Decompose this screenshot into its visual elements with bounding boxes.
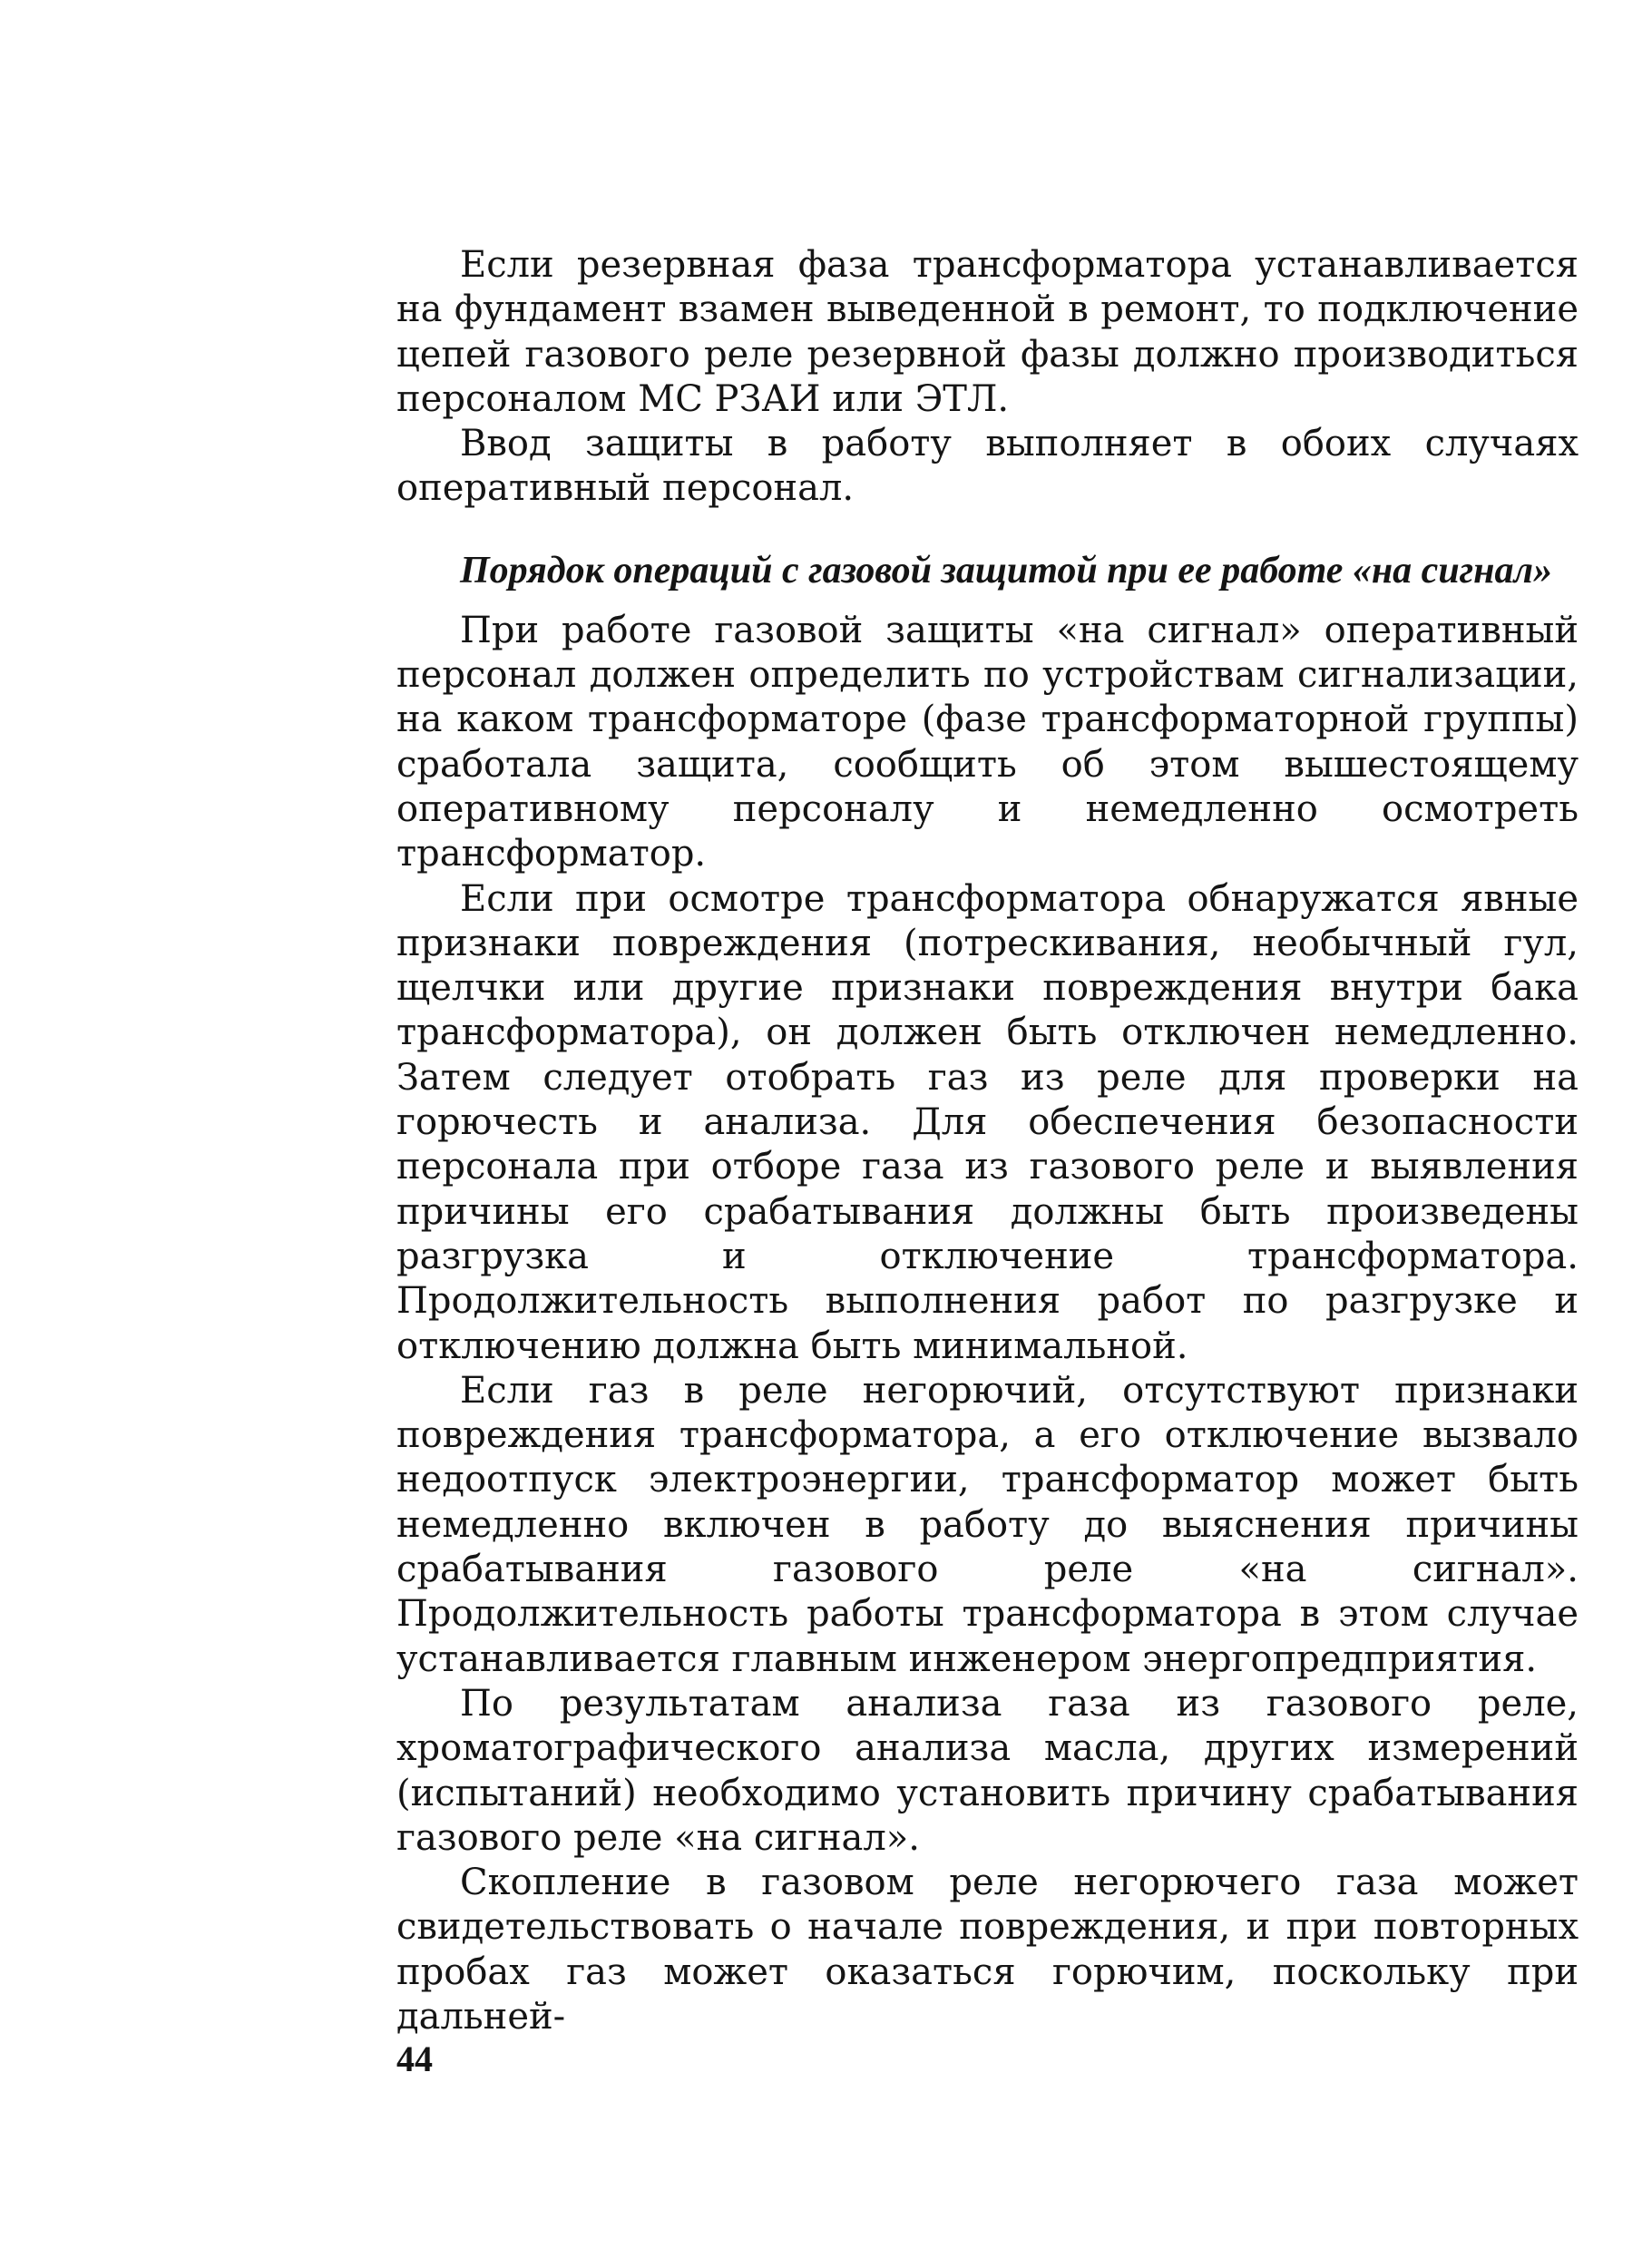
paragraph: При работе газовой защиты «на сигнал» оперативный персонал должен определить по устройствам сигнализации, на каком трансформаторе (фазе трансформаторной группы) сработала защита, сообщить об этом вышестоящему оперативному персоналу и немедленно осмотреть трансформатор. bbox=[396, 609, 1579, 875]
page-number: 44 bbox=[396, 2038, 433, 2079]
body-text bbox=[396, 243, 1579, 2039]
paragraph: Если газ в реле негорючий, отсутствуют признаки повреждения трансформатора, а его отключение вызвало недоотпуск электроэнергии, трансформатор может быть немедленно включен в работу до выяснения причины срабатывания газового реле «на сигнал». Продолжительность работы трансформатора в этом случае устанавливается главным инженером энергопредприятия. bbox=[396, 1369, 1579, 1680]
paragraph: Скопление в газовом реле негорючего газа может свидетельствовать о начале повреждения, и при повторных пробах газ может оказаться горючим, поскольку при дальней- bbox=[396, 1862, 1579, 2038]
paragraph: Если при осмотре трансформатора обнаружатся явные признаки повреждения (потрескивания, необычный гул, щелчки или другие признаки повреждения внутри бака трансформатора), он должен быть отключен немедленно. Затем следует отобрать газ из реле для проверки на горючесть и анализа. Для обеспечения безопасности персонала при отборе газа из газового реле и выявления причины его срабатывания должны быть произведены разгрузка и отключение трансформатора. Продолжительность выполнения работ по разгрузке и отключению должна быть минимальной. bbox=[396, 877, 1579, 1367]
paragraph: Если резервная фаза трансформатора устанавливается на фундамент взамен выведенной в ремонт, то подключение цепей газового реле резервной фазы должно производиться персоналом МС РЗАИ или ЭТЛ. bbox=[396, 244, 1579, 420]
section-heading: Порядок операций с газовой защитой при ее работе «на сигнал» bbox=[460, 549, 1553, 591]
paragraph: Ввод защиты в работу выполняет в обоих случаях оперативный персонал. bbox=[396, 423, 1579, 510]
paragraph: По результатам анализа газа из газового реле, хроматографического анализа масла, других измерений (испытаний) необходимо установить причину срабатывания газового реле «на сигнал». bbox=[396, 1682, 1579, 1859]
